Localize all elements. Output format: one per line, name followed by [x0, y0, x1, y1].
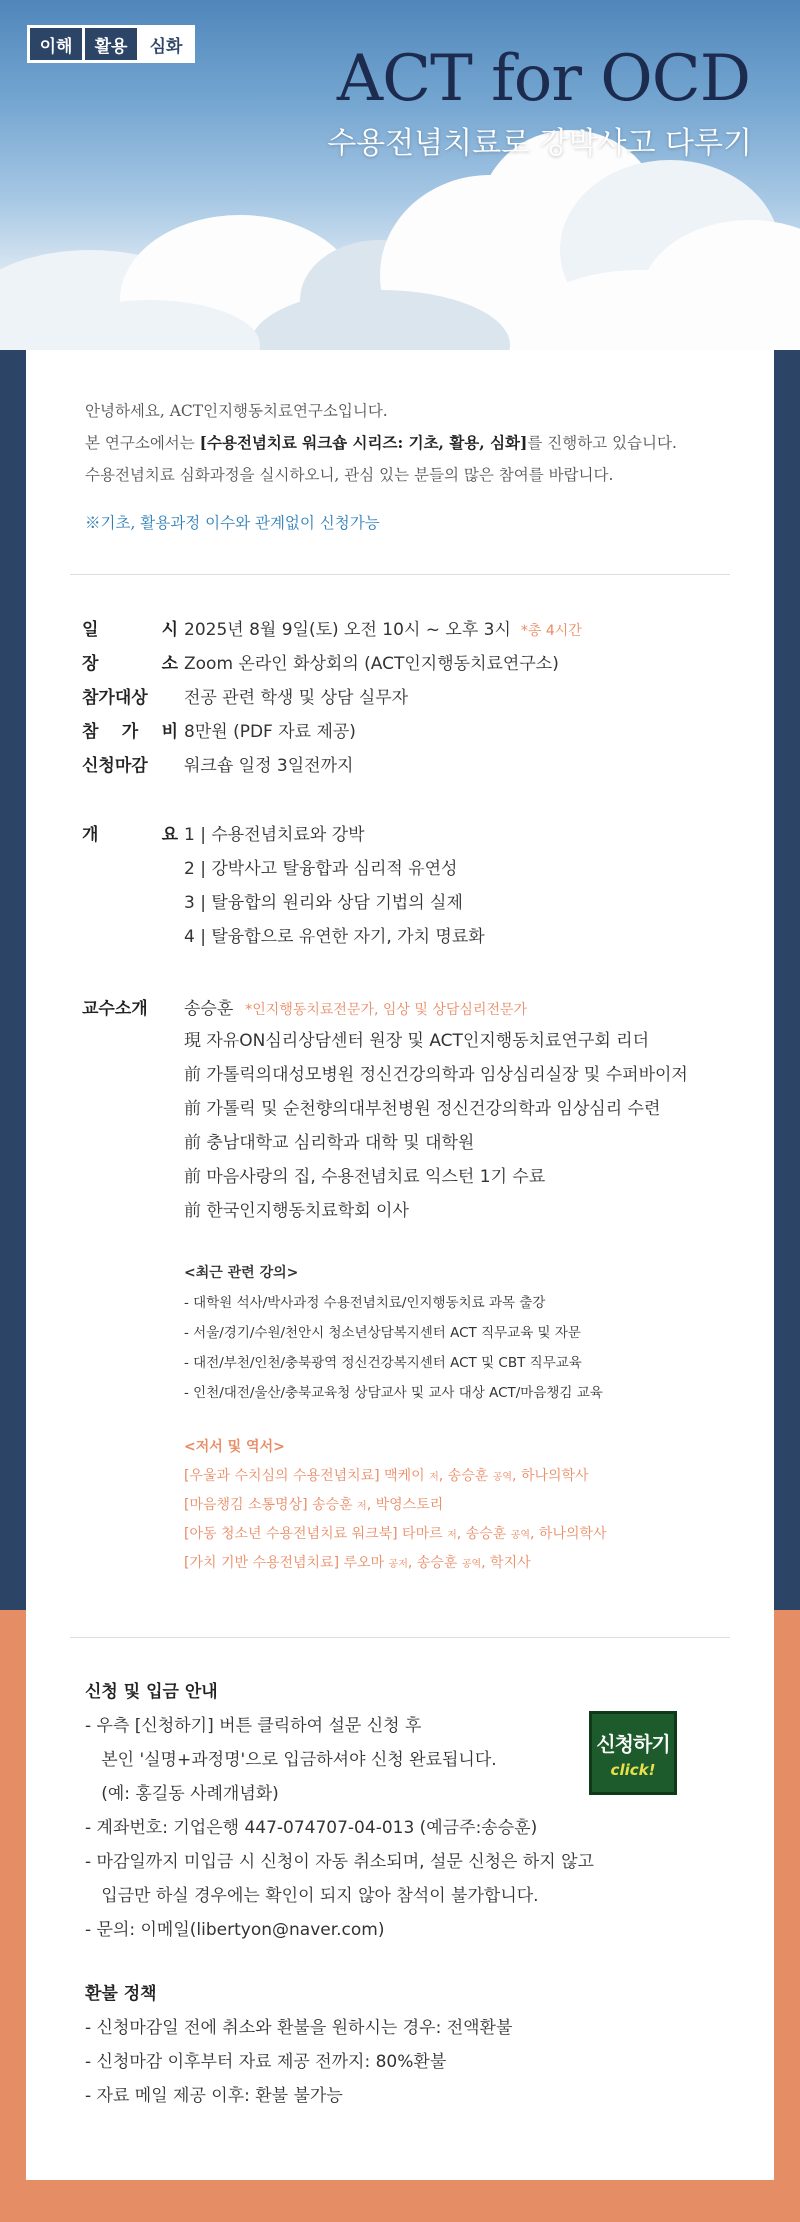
info-label-target: 참가대상 [82, 688, 148, 708]
info-label-place: 장 소 [82, 654, 178, 674]
books-title: <저서 및 역서> [184, 1439, 285, 1455]
info-row-target [82, 683, 722, 717]
apply-button-click-text: click! [610, 1760, 656, 1779]
info-row-fee [82, 717, 722, 751]
info-row-date [82, 615, 722, 649]
tab-application[interactable]: 활용 [85, 28, 137, 60]
career-item: 前 충남대학교 심리학과 대학 및 대학원 [184, 1133, 475, 1153]
info-value-deadline: 워크숍 일정 3일전까지 [184, 756, 354, 776]
books-section [184, 1432, 744, 1578]
instructor-section [82, 994, 732, 1230]
outline-list [184, 820, 485, 956]
career-item: 前 한국인지행동치료학회 이사 [184, 1201, 409, 1221]
career-item: 前 가톨릭의대성모병원 정신건강의학과 임상심리실장 및 수퍼바이저 [184, 1065, 688, 1085]
instructor-name: 송승훈 [184, 999, 234, 1019]
contact-email: - 문의: 이메일(libertyon@naver.com) [85, 1920, 385, 1940]
info-label-date: 일 시 [82, 620, 178, 640]
lectures-section [184, 1258, 744, 1408]
outline-item: 4 | 탈융합으로 유연한 자기, 가치 명료화 [184, 927, 485, 947]
intro-section [85, 395, 677, 539]
info-label-fee: 참 가 비 [82, 722, 178, 742]
lecture-item: - 대전/부천/인천/충북광역 정신건강복지센터 ACT 및 CBT 직무교육 [184, 1355, 582, 1371]
intro-greeting: 안녕하세요, ACT인지행동치료연구소입니다. [85, 402, 388, 420]
info-value-fee: 8만원 (PDF 자료 제공) [184, 722, 356, 742]
book-item: [마음챙김 소통명상] 송승훈 저, 박영스토리 [184, 1497, 444, 1513]
page-subtitle: 수용전념치료로 강박사고 다루기 [327, 126, 752, 161]
apply-line: 입금만 하실 경우에는 확인이 되지 않아 참석이 불가합니다. [85, 1886, 539, 1906]
book-item: [우울과 수치심의 수용전념치료] 맥케이 저, 송승훈 공역, 하나의학사 [184, 1468, 589, 1484]
book-item: [가치 기반 수용전념치료] 루오마 공저, 송승훈 공역, 학지사 [184, 1555, 531, 1571]
page-title: ACT for OCD [336, 42, 750, 116]
refund-item: - 신청마감일 전에 취소와 환불을 원하시는 경우: 전액환불 [85, 2018, 513, 2038]
outline-item: 1 | 수용전념치료와 강박 [184, 825, 365, 845]
info-row-place [82, 649, 722, 683]
apply-line: - 우측 [신청하기] 버튼 클릭하여 설문 신청 후 [85, 1716, 422, 1736]
lecture-item: - 인천/대전/울산/충북교육청 상담교사 및 교사 대상 ACT/마음챙김 교육 [184, 1385, 603, 1401]
career-item: 前 가톨릭 및 순천향의대부천병원 정신건강의학과 임상심리 수련 [184, 1099, 661, 1119]
instructor-label: 교수소개 [82, 999, 148, 1019]
intro-series: 본 연구소에서는 [수용전념치료 워크숍 시리즈: 기초, 활용, 심화]를 진행하고 있습니다. [85, 433, 677, 452]
intro-note: ※기초, 활용과정 이수와 관계없이 신청가능 [85, 514, 380, 532]
outline-section [82, 820, 485, 956]
instructor-body [184, 994, 688, 1230]
career-item: 前 마음사랑의 집, 수용전념치료 익스턴 1기 수료 [184, 1167, 546, 1187]
divider [70, 574, 730, 575]
book-item: [아동 청소년 수용전념치료 워크북] 타마르 저, 송승훈 공역, 하나의학사 [184, 1526, 607, 1542]
instructor-career [184, 1026, 688, 1230]
apply-button-label: 신청하기 [596, 1731, 670, 1756]
apply-line: (예: 홍길동 사례개념화) [85, 1784, 279, 1804]
duration-note: *총 4시간 [520, 623, 582, 639]
bank-account: - 계좌번호: 기업은행 447-074707-04-013 (예금주:송승훈) [85, 1818, 538, 1838]
outline-label: 개 요 [82, 825, 178, 845]
info-value-place: Zoom 온라인 화상회의 (ACT인지행동치료연구소) [184, 654, 559, 674]
refund-item: - 신청마감 이후부터 자료 제공 전까지: 80%환불 [85, 2052, 447, 2072]
info-label-deadline: 신청마감 [82, 756, 148, 776]
outline-item: 2 | 강박사고 탈융합과 심리적 유연성 [184, 859, 458, 879]
hero-banner [0, 0, 800, 350]
refund-title: 환불 정책 [85, 1984, 157, 2004]
info-value-date: 2025년 8월 9일(토) 오전 10시 ~ 오후 3시 *총 4시간 [184, 620, 582, 640]
tab-basic[interactable]: 이해 [30, 28, 82, 60]
event-info [82, 615, 722, 785]
tab-advanced[interactable]: 심화 [140, 28, 192, 60]
apply-line: 본인 '실명+과정명'으로 입금하셔야 신청 완료됩니다. [85, 1750, 497, 1770]
instructor-header [184, 994, 688, 1026]
apply-button[interactable] [589, 1711, 677, 1795]
instructor-credentials: *인지행동치료전문가, 임상 및 상담심리전문가 [245, 1002, 528, 1018]
outline-item: 3 | 탈융합의 원리와 상담 기법의 실제 [184, 893, 463, 913]
apply-line: - 마감일까지 미입금 시 신청이 자동 취소되며, 설문 신청은 하지 않고 [85, 1852, 594, 1872]
divider [70, 1637, 730, 1638]
info-row-deadline [82, 751, 722, 785]
lecture-item: - 서울/경기/수원/천안시 청소년상담복지센터 ACT 직무교육 및 자문 [184, 1325, 581, 1341]
refund-item: - 자료 메일 제공 이후: 환불 불가능 [85, 2086, 343, 2106]
intro-invite: 수용전념치료 심화과정을 실시하오니, 관심 있는 분들의 많은 참여를 바랍니다. [85, 466, 614, 484]
info-value-target: 전공 관련 학생 및 상담 실무자 [184, 688, 409, 708]
lecture-item: - 대학원 석사/박사과정 수용전념치료/인지행동치료 과목 출강 [184, 1295, 546, 1311]
apply-title: 신청 및 입금 안내 [85, 1682, 218, 1702]
level-tabs [27, 25, 195, 63]
lectures-title: <최근 관련 강의> [184, 1265, 299, 1281]
career-item: 現 자유ON심리상담센터 원장 및 ACT인지행동치료연구회 리더 [184, 1031, 649, 1051]
